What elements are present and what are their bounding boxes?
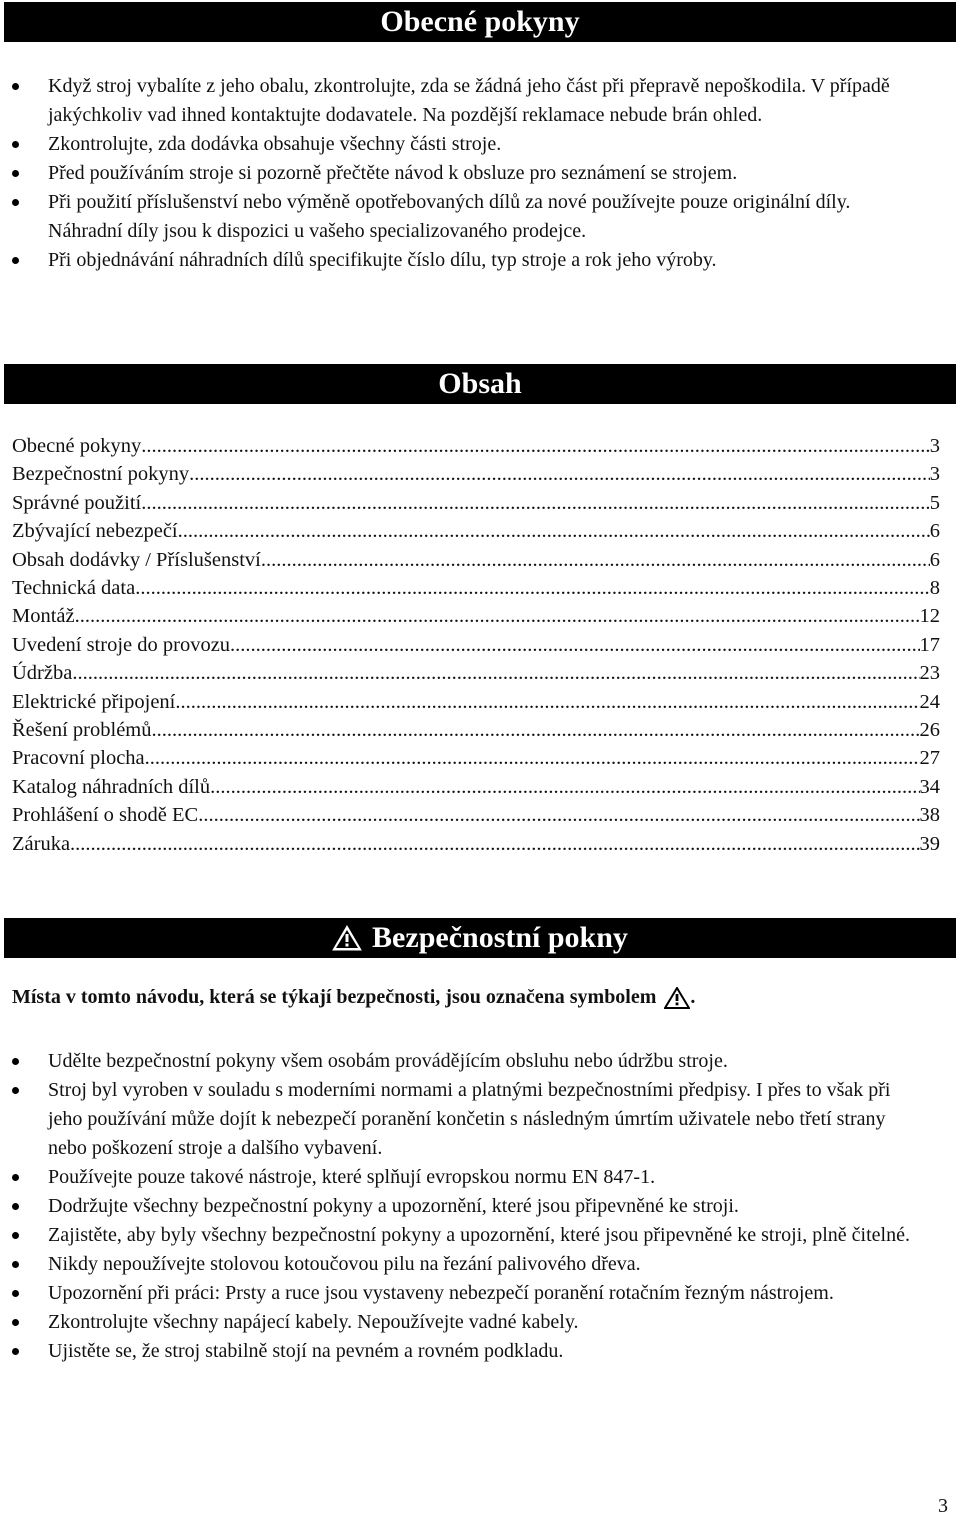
toc-entry-title: Elektrické připojení (12, 690, 176, 713)
toc-entry-title: Správné použití (12, 491, 142, 514)
toc-entry (12, 631, 940, 659)
toc-entry-page: 3 (929, 463, 940, 486)
toc-leader-dots (141, 432, 930, 460)
toc-leader-dots (230, 631, 919, 659)
list-item: Zkontrolujte, zda dodávka obsahuje všechny části stroje. (12, 130, 912, 159)
toc-entry (12, 546, 940, 574)
list-item: Ujistěte se, že stroj stabilně stojí na pevném a rovném podkladu. (12, 1337, 912, 1366)
list-item: Stroj byl vyroben v souladu s moderními normami a platnými bezpečnostními předpisy. I přes to však při jeho používání může dojít k nebezpečí poranění končetin s následným úmrtím uživatele nebo třetí strany nebo poškození stroje a dalšího vybavení. (12, 1076, 912, 1163)
toc-entry-title: Uvedení stroje do provozu (12, 633, 231, 656)
toc-entry (12, 489, 940, 517)
warning-triangle-icon (664, 987, 690, 1009)
safety-intro (12, 986, 695, 1009)
toc-leader-dots (261, 546, 930, 574)
toc-leader-dots (189, 460, 930, 488)
list-item: Udělte bezpečnostní pokyny všem osobám provádějícím obsluhu nebo údržbu stroje. (12, 1047, 912, 1076)
toc-leader-dots (145, 744, 920, 772)
toc-leader-dots (135, 574, 930, 602)
toc-entry (12, 659, 940, 687)
toc-leader-dots (198, 801, 919, 829)
toc-entry (12, 801, 940, 829)
toc-entry-page: 5 (929, 491, 940, 514)
safety-intro-end: . (690, 986, 696, 1008)
toc-entry (12, 830, 940, 858)
list-item: Zajistěte, aby byly všechny bezpečnostní pokyny a upozornění, které jsou připevněné ke stroji, plně čitelné. (12, 1221, 912, 1250)
toc-entry-title: Katalog náhradních dílů (12, 775, 211, 798)
toc-entry-title: Pracovní plocha (12, 747, 145, 770)
safety-instructions-list (12, 1047, 912, 1366)
toc-entry-title: Záruka (12, 832, 71, 855)
safety-heading-banner (4, 918, 956, 958)
list-item: Upozornění při práci: Prsty a ruce jsou vystaveny nebezpečí poranění rotačním řezným nástrojem. (12, 1279, 912, 1308)
list-item: Když stroj vybalíte z jeho obalu, zkontrolujte, zda se žádná jeho část při přepravě nepoškodila. V případě jakýchkoliv vad ihned kontaktujte dodavatele. Na pozdější reklamace nebude brán ohled. (12, 72, 912, 130)
toc-entry-title: Montáž (12, 605, 75, 628)
toc-entry-title: Prohlášení o shodě EC (12, 804, 199, 827)
toc-entry-page: 38 (919, 804, 940, 827)
toc-entry-page: 23 (919, 662, 940, 685)
toc-entry-page: 27 (919, 747, 940, 770)
toc-entry-page: 3 (929, 435, 940, 457)
safety-intro-text: Místa v tomto návodu, která se týkají bezpečnosti, jsou označena symbolem (12, 986, 657, 1008)
toc-leader-dots (75, 602, 920, 630)
toc-leader-dots (210, 773, 919, 801)
safety-heading: Bezpečnostní pokny (372, 921, 628, 954)
toc-entry-title: Zbývající nebezpečí (12, 520, 178, 543)
toc-entry (12, 460, 940, 488)
toc-entry (12, 432, 940, 460)
toc-entry (12, 773, 940, 801)
list-item: Při použití příslušenství nebo výměně opotřebovaných dílů za nové používejte pouze originální díly. Náhradní díly jsou k dispozici u vašeho specializovaného prodejce. (12, 188, 912, 246)
toc-leader-dots (175, 688, 919, 716)
list-item: Nikdy nepoužívejte stolovou kotoučovou pilu na řezání palivového dřeva. (12, 1250, 912, 1279)
toc-entry-page: 6 (929, 548, 940, 571)
toc-entry-page: 26 (919, 719, 940, 742)
toc-entry-page: 6 (929, 520, 940, 543)
list-item: Používejte pouze takové nástroje, které splňují evropskou normu EN 847-1. (12, 1163, 912, 1192)
toc-entry-title: Bezpečnostní pokyny (12, 463, 190, 486)
toc-entry-page: 12 (919, 605, 940, 628)
toc-entry (12, 517, 940, 545)
general-heading-banner (4, 2, 956, 42)
toc-entry-title: Řešení problémů (12, 719, 152, 742)
toc-leader-dots (72, 659, 919, 687)
toc-entry-page: 17 (919, 633, 940, 656)
toc-entry (12, 602, 940, 630)
toc-entry (12, 744, 940, 772)
toc-entry-page: 24 (919, 690, 940, 713)
toc-entry-page: 34 (919, 775, 940, 798)
general-heading: Obecné pokyny (380, 5, 580, 38)
toc-leader-dots (70, 830, 919, 858)
warning-triangle-icon (332, 925, 362, 951)
toc-entry-page: 39 (919, 832, 940, 855)
toc-entry-title: Technická data (12, 577, 136, 600)
page-number: 3 (938, 1495, 948, 1517)
toc-entry-title: Údržba (12, 662, 73, 685)
toc-entry (12, 688, 940, 716)
toc-leader-dots (152, 716, 920, 744)
list-item: Před používáním stroje si pozorně přečtěte návod k obsluze pro seznámení se strojem. (12, 159, 912, 188)
list-item: Při objednávání náhradních dílů specifikujte číslo dílu, typ stroje a rok jeho výroby. (12, 246, 912, 275)
toc-leader-dots (178, 517, 930, 545)
table-of-contents (12, 432, 940, 858)
toc-entry (12, 716, 940, 744)
toc-entry-title: Obecné pokyny (12, 435, 142, 457)
toc-entry (12, 574, 940, 602)
list-item: Zkontrolujte všechny napájecí kabely. Nepoužívejte vadné kabely. (12, 1308, 912, 1337)
contents-heading: Obsah (438, 367, 522, 400)
list-item: Dodržujte všechny bezpečnostní pokyny a upozornění, které jsou připevněné ke stroji. (12, 1192, 912, 1221)
toc-entry-title: Obsah dodávky / Příslušenství (12, 548, 261, 571)
toc-leader-dots (141, 489, 930, 517)
toc-entry-page: 8 (929, 577, 940, 600)
contents-heading-banner (4, 364, 956, 404)
general-instructions-list (12, 72, 912, 275)
